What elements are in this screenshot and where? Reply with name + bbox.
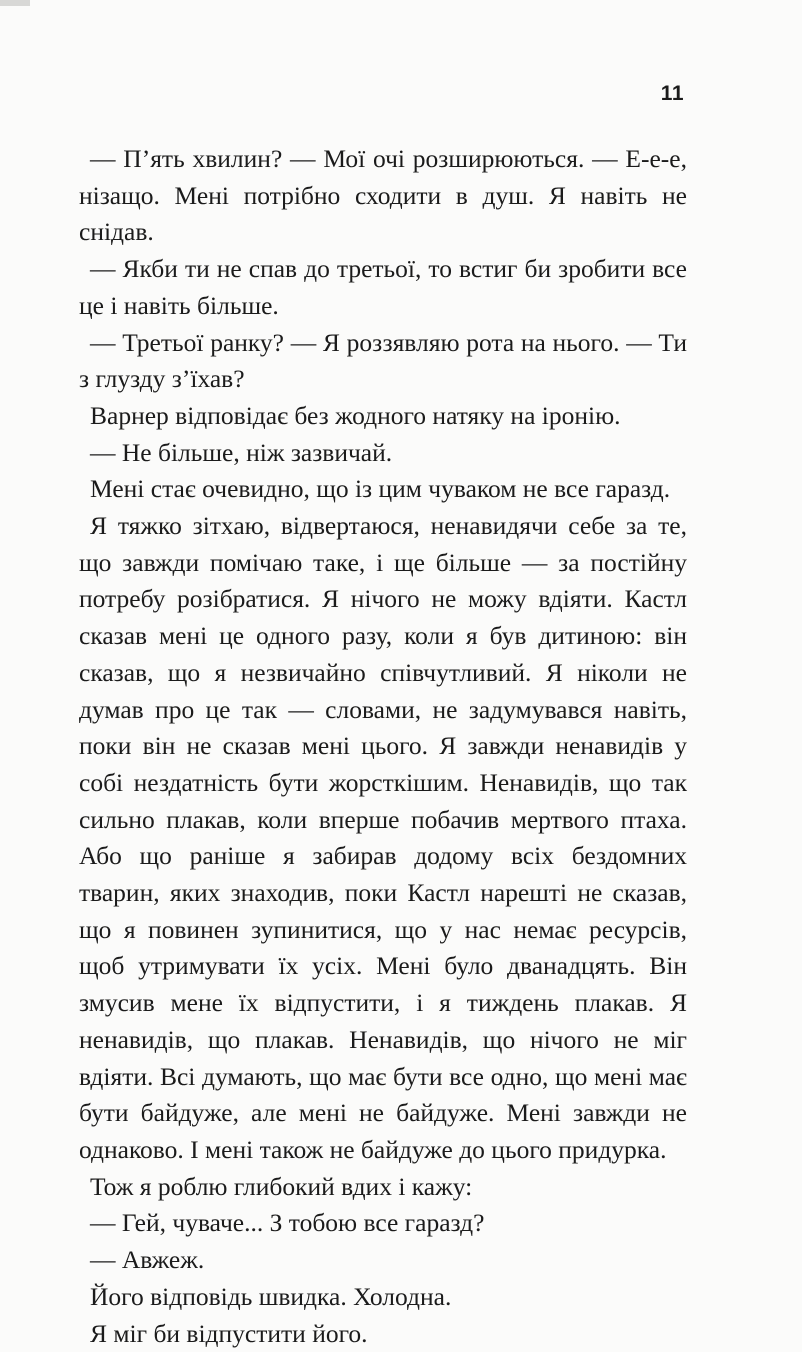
paragraph: — Третьої ранку? — Я роззявляю рота на нього. — Ти з глузду з’їхав? (79, 325, 687, 398)
paragraph: — П’ять хвилин? — Мої очі розширюються. — Е-е-е, нізащо. Мені потрібно сходити в душ. Я навіть не снідав. (79, 141, 687, 251)
paragraph: — Авжеж. (79, 1242, 687, 1279)
page-number: 11 (661, 82, 684, 106)
scan-corner-mark (0, 0, 30, 6)
paragraph: — Якби ти не спав до третьої, то встиг би зробити все це і навіть більше. (79, 251, 687, 324)
paragraph: — Не більше, ніж зазвичай. (79, 435, 687, 472)
paragraph: Його відповідь швидка. Холодна. (79, 1279, 687, 1316)
paragraph: Варнер відповідає без жодного натяку на іронію. (79, 398, 687, 435)
paragraph: Мені стає очевидно, що із цим чуваком не все гаразд. (79, 471, 687, 508)
text-body (79, 141, 687, 1352)
paragraph: Я міг би відпустити його. (79, 1316, 687, 1352)
paragraph: — Гей, чуваче... З тобою все гаразд? (79, 1205, 687, 1242)
paragraph: Тож я роблю глибокий вдих і кажу: (79, 1169, 687, 1206)
paragraph: Я тяжко зітхаю, відвертаюся, ненавидячи себе за те, що завжди помічаю таке, і ще більше — за постійну потребу розібратися. Я нічого не можу вдіяти. Кастл сказав мені це одного разу, коли я був дитиною: він сказав, що я незвичайно співчутливий. Я ніколи не думав про це так — словами, не задумувався навіть, поки він не сказав мені цього. Я завжди ненавидів у собі нездатність бути жорсткішим. Ненавидів, що так сильно плакав, коли вперше побачив мертвого птаха. Або що раніше я забирав додому всіх бездомних тварин, яких знаходив, поки Кастл нарешті не сказав, що я повинен зупинитися, що у нас немає ресурсів, щоб утримувати їх усіх. Мені було дванадцять. Він змусив мене їх відпустити, і я тиждень плакав. Я ненавидів, що плакав. Ненавидів, що нічого не міг вдіяти. Всі думають, що має бути все одно, що мені має бути байдуже, але мені не байдуже. Мені завжди не однаково. І мені також не байдуже до цього придурка. (79, 508, 687, 1169)
